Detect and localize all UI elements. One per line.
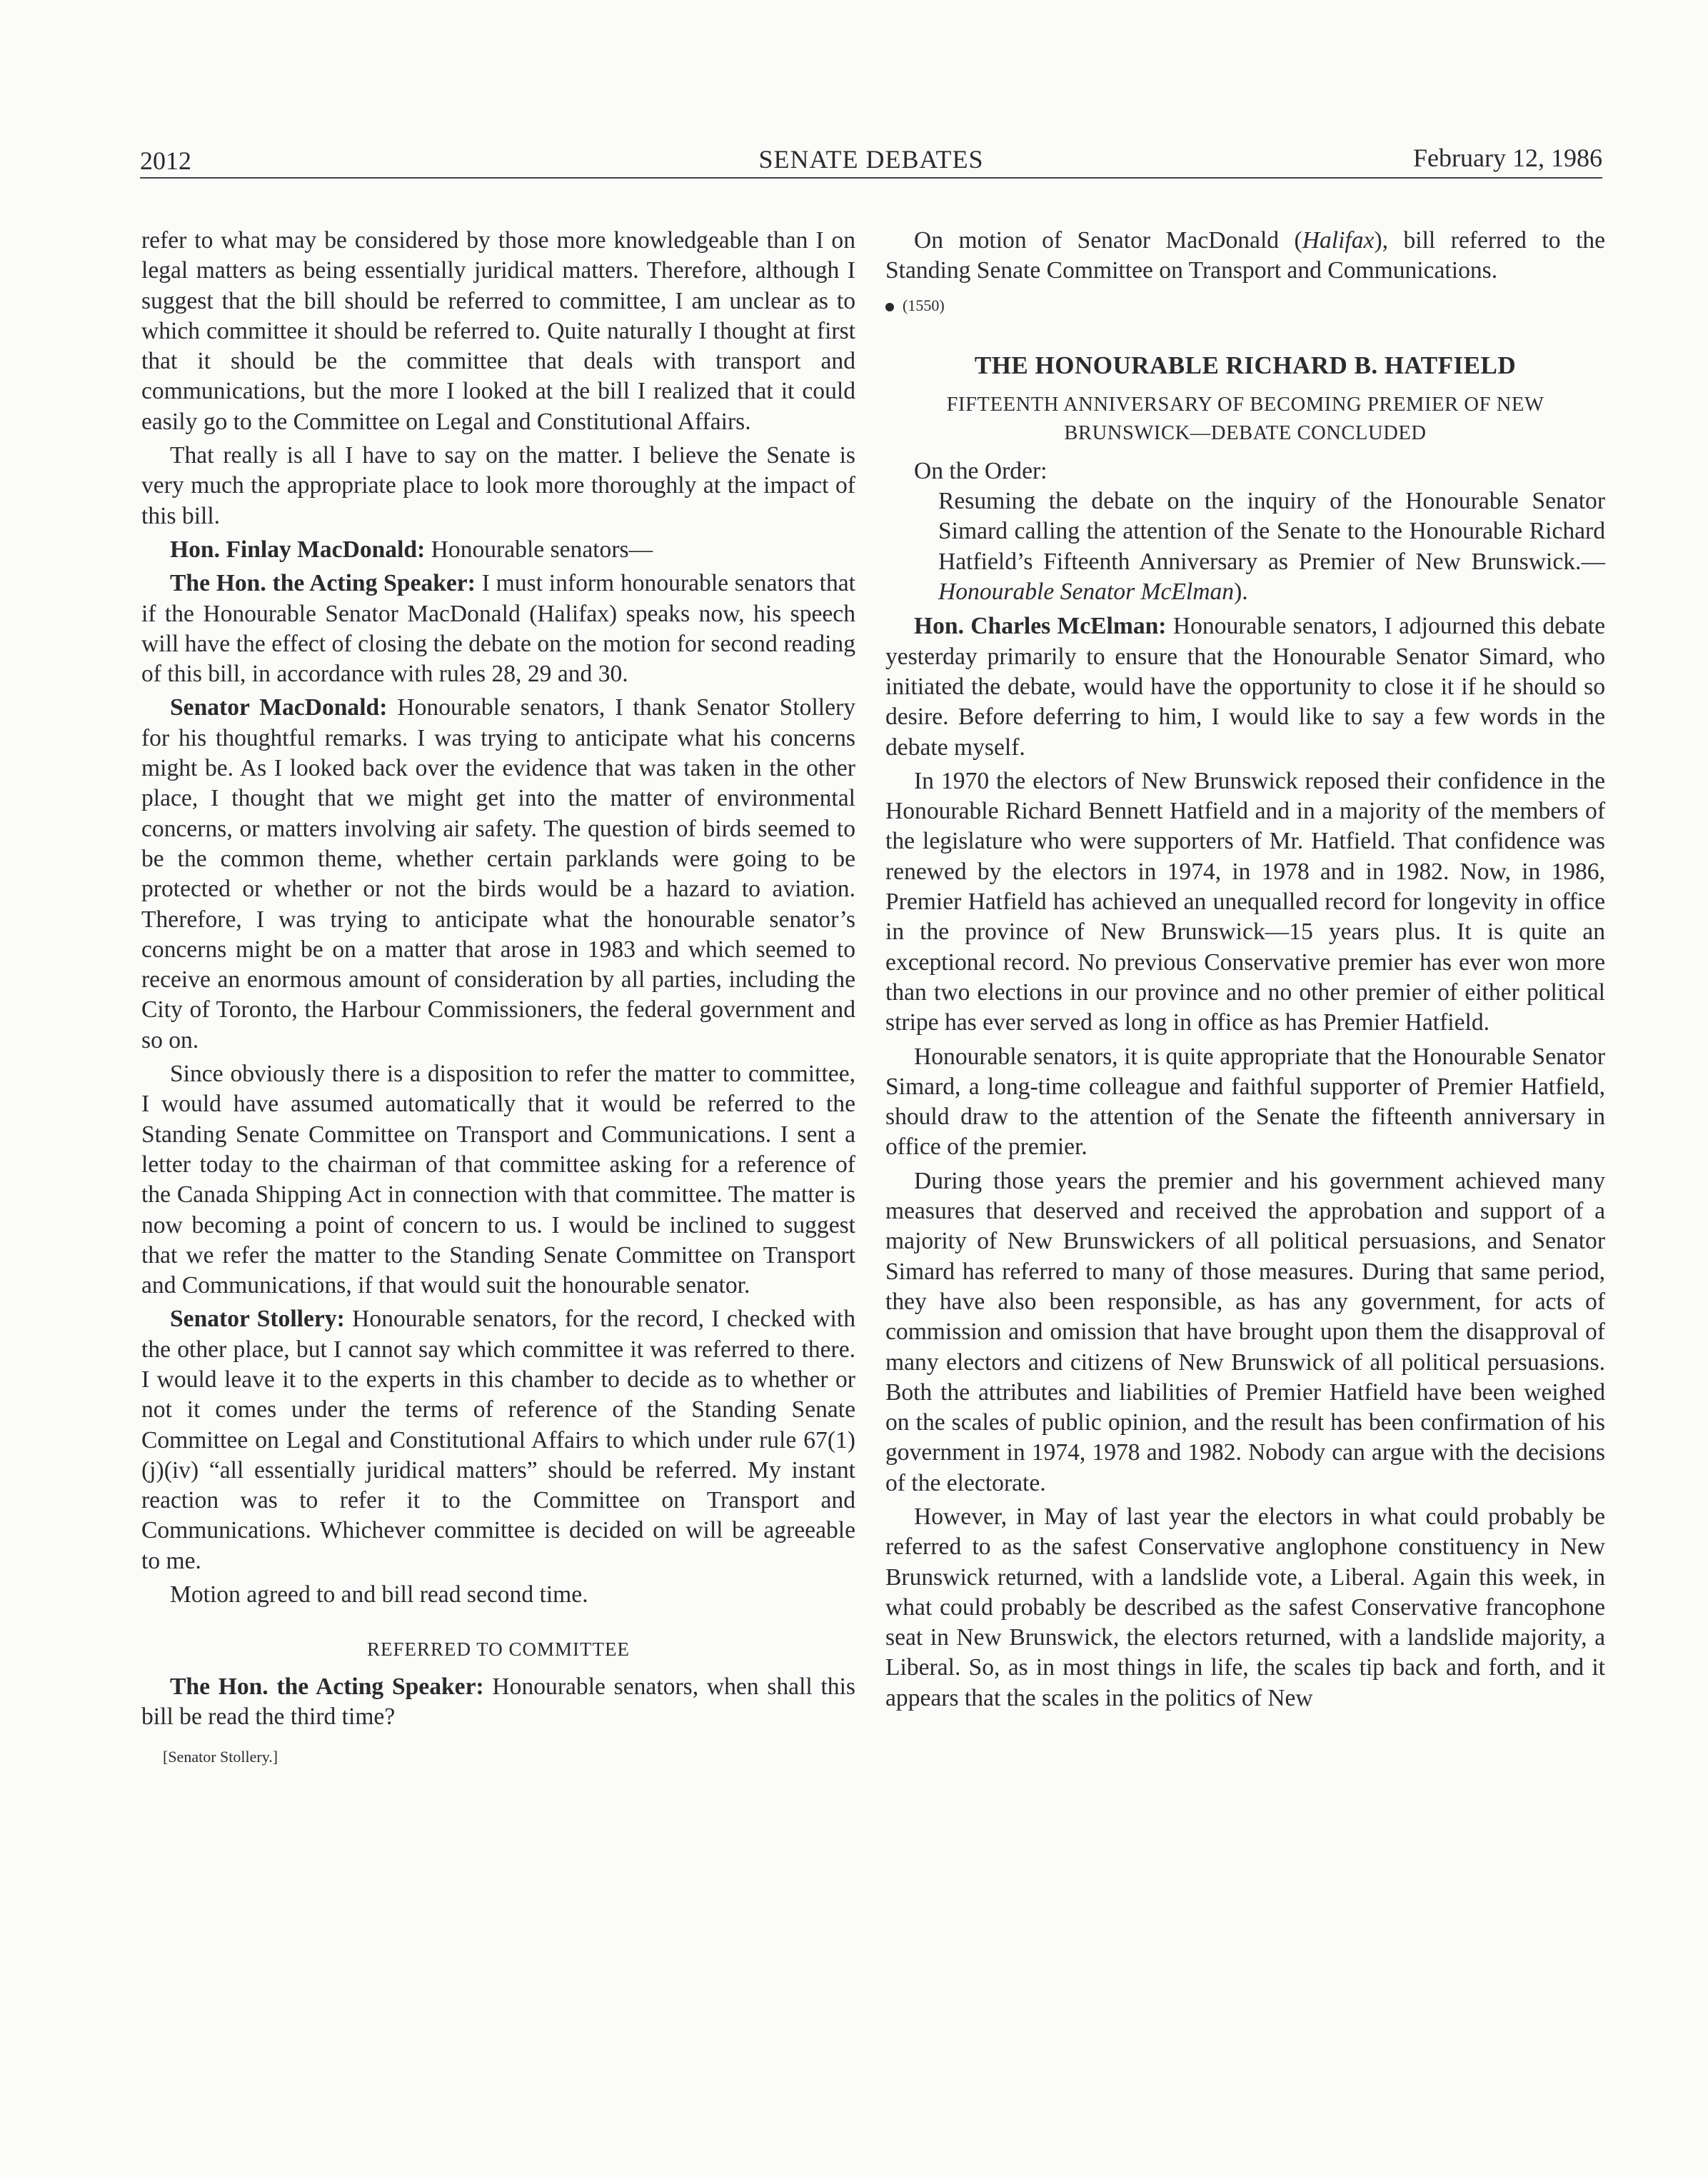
speech-text: Honourable senators, I adjourned this debate yesterday primarily to ensure that the Honourable Senator Simard, who initiated the debate, would have the opportunity to close it if he should so desire. Before deferring to him, I would like to say a few words in the debate myself.	[885, 613, 1605, 761]
paragraph	[141, 1304, 855, 1576]
issue-date: February 12, 1986	[1413, 144, 1602, 172]
paragraph: Honourable senators, it is quite appropriate that the Honourable Senator Simard, a long-time colleague and faithful supporter of Premier Hatfield, should draw to the attention of the Senate the fifteenth anniversary in office of the premier.	[885, 1043, 1605, 1161]
paragraph	[885, 611, 1605, 762]
quote-end: ).	[1234, 579, 1248, 606]
section-title: THE HONOURABLE RICHARD B. HATFIELD	[974, 351, 1517, 379]
timestamp-text: (1550)	[903, 296, 945, 314]
paragraph: Motion agreed to and bill read second time.	[170, 1581, 588, 1608]
paragraph	[885, 226, 1605, 286]
speaker-name: Hon. Finlay MacDonald:	[170, 536, 426, 563]
publication-title: SENATE DEBATES	[758, 145, 984, 174]
speaker-name: The Hon. the Acting Speaker:	[170, 1673, 484, 1700]
paragraph: Since obviously there is a disposition to refer the matter to committee, I would have assumed automatically that it would be referred to the Standing Senate Committee on Transport and Communications. I sent a letter today to the chairman of that committee asking for a reference of the Canada Shipping Act in connection with that committee. The matter is now becoming a point of concern to us. I would be inclined to suggest that we refer the matter to the Standing Senate Committee on Transport and Communications, if that would suit the honourable senator.	[141, 1061, 855, 1299]
section-subtitle: FIFTEENTH ANNIVERSARY OF BECOMING PREMIER OF NEW BRUNSWICK—DEBATE CONCLUDED	[946, 393, 1544, 444]
speaker-name: Senator Stollery:	[170, 1306, 345, 1333]
paragraph: During those years the premier and his government achieved many measures that deserved and received the approbation and support of a majority of New Brunswickers of all political persuasions, and Senator Simard has referred to many of those measures. During that same period, they have also been responsible, as has any government, for acts of commission and omission that have brought upon them the disapproval of many electors and citizens of New Brunswick of all political persuasions. Both the attributes and liabilities of Premier Hatfield have been weighed on the scales of public opinion, and the result has been confirmation of his government in 1974, 1978 and 1982. Nobody can argue with the decisions of the electorate.	[885, 1167, 1605, 1496]
speaker-name: Hon. Charles McElman:	[914, 613, 1167, 640]
speech-text: Honourable senators—	[425, 536, 653, 563]
right-column	[885, 226, 1605, 1717]
paragraph	[141, 569, 855, 689]
speech-text: Honourable senators, for the record, I checked with the other place, but I cannot say which committee it was referred to there. I would leave it to the experts in this chamber to decide as to whether or not it comes under the terms of reference of the Standing Senate Committee on Legal and Constitutional Affairs to which under rule 67(1)(j)(iv) “all essentially juridical matters” should be referred. My instant reaction was to refer it to the Committee on Transport and Communications. Whichever committee is decided on will be agreeable to me.	[141, 1306, 855, 1574]
left-column	[141, 226, 855, 1768]
speech-text: I must inform honourable senators that if the Honourable Senator MacDonald (Halifax) speaks now, his speech will have the effect of closing the debate on the motion for second reading of this bill, in accordance with rules 28, 29 and 30.	[141, 570, 855, 688]
paragraph: However, in May of last year the electors in what could probably be referred to as the safest Conservative anglophone constituency in New Brunswick returned, with a landslide vote, a Liberal. Again this week, in what could probably be described as the safest Conservative francophone seat in New Brunswick, the electors returned, with a landslide majority, a Liberal. So, as in most things in life, the scales tip back and forth, and it appears that the scales in the politics of New	[885, 1503, 1605, 1711]
order-quote	[885, 486, 1605, 607]
paragraph	[141, 1672, 855, 1733]
text-run: ), bill referred to the Standing Senate Committee on Transport and Communications.	[885, 227, 1605, 284]
italic-text: Honourable Senator McElman	[938, 579, 1235, 606]
paragraph: That really is all I have to say on the matter. I believe the Senate is very much the appropriate place to look more thoroughly at the impact of this bill.	[141, 442, 855, 529]
italic-text: Halifax	[1302, 227, 1375, 254]
page-header	[140, 140, 1602, 179]
text-run: On motion of Senator MacDonald (	[914, 227, 1302, 254]
bullet-icon	[885, 303, 894, 311]
paragraph: In 1970 the electors of New Brunswick reposed their confidence in the Honourable Richard Bennett Hatfield and in a majority of the members of the legislature who were supporters of Mr. Hatfield. That confidence was renewed by the electors in 1974, in 1978 and in 1982. Now, in 1986, Premier Hatfield has achieved an unequalled record for longevity in office in the province of New Brunswick—15 years plus. It is quite an exceptional record. No previous Conservative premier has ever won more than two elections in our province and no other premier of either political stripe has ever served as long in office as has Premier Hatfield.	[885, 767, 1605, 1036]
page-footnote: [Senator Stollery.]	[163, 1748, 278, 1766]
page-number: 2012	[140, 146, 191, 175]
order-label: On the Order:	[914, 457, 1048, 484]
paragraph	[141, 535, 855, 565]
speaker-name: Senator MacDonald:	[170, 694, 388, 721]
paragraph	[141, 693, 855, 1056]
quote-text: Resuming the debate on the inquiry of the Honourable Senator Simard calling the attention of the Senate to the Honourable Richard Hatfield’s Fifteenth Anniversary as Premier of New Brunswick.—	[938, 488, 1605, 575]
speech-text: Honourable senators, when shall this bill be read the third time?	[141, 1673, 855, 1730]
speech-text: Honourable senators, I thank Senator Stollery for his thoughtful remarks. I was trying to anticipate what his concerns might be. As I looked back over the evidence that was taken in the other place, I thought that we might get into the matter of environmental concerns, or matters involving air safety. The question of birds seemed to be the common theme, whether certain parklands were going to be protected or whether or not the birds would be a hazard to aviation. Therefore, I was trying to anticipate what the honourable senator’s concerns might be on a matter that arose in 1983 and which seemed to receive an enormous amount of consideration by all parties, including the City of Toronto, the Harbour Commissioners, the federal government and so on.	[141, 694, 856, 1054]
section-subheading: REFERRED TO COMMITTEE	[366, 1638, 631, 1661]
timestamp	[885, 295, 1605, 316]
speaker-name: The Hon. the Acting Speaker:	[170, 570, 476, 597]
paragraph: refer to what may be considered by those more knowledgeable than I on legal matters as being essentially juridical matters. Therefore, although I suggest that the bill should be referred to committee, I am unclear as to which committee it should be referred to. Quite naturally I thought at first that it should be the committee that deals with transport and communications, but the more I looked at the bill I realized that it could easily go to the Committee on Legal and Constitutional Affairs.	[141, 227, 855, 435]
